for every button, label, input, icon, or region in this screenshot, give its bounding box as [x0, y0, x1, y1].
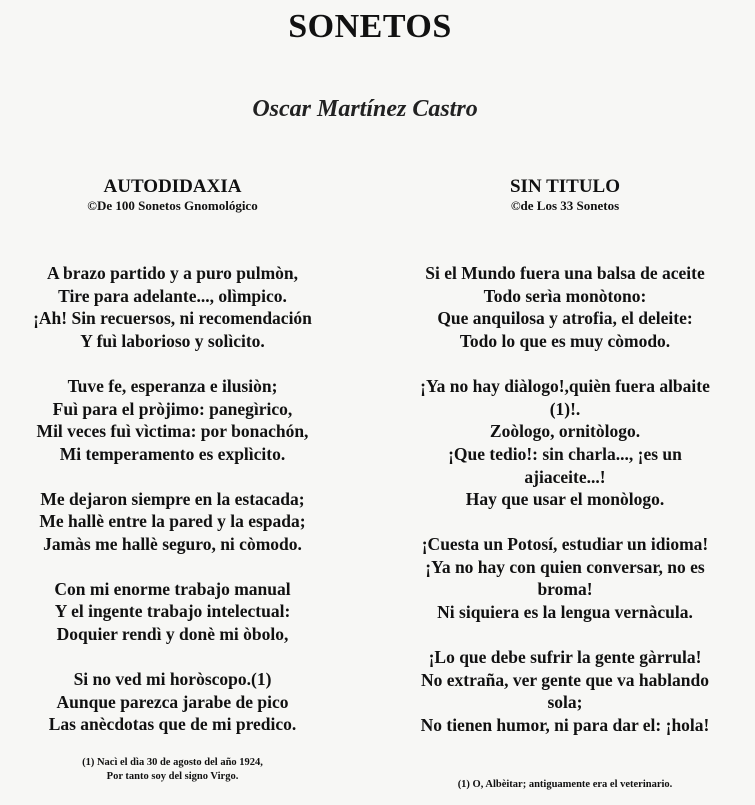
- right-footnote-line: (1) O, Albèitar; antiguamente era el veterinario.: [457, 779, 673, 790]
- poem-line: ¡Ya no hay con quien conversar, no es: [425, 556, 705, 577]
- stanza: [0, 578, 345, 646]
- left-stanzas: [0, 262, 345, 736]
- poem-line: (1)!.: [549, 398, 581, 419]
- poem-line: Me dejaron siempre en la estacada;: [40, 488, 305, 509]
- stanza: [390, 533, 740, 624]
- poem-line: Jamàs me hallè seguro, ni còmodo.: [43, 534, 302, 555]
- left-poem-source: ©De 100 Sonetos Gnomológico: [87, 198, 258, 213]
- poem-line: Si el Mundo fuera una balsa de aceite: [425, 263, 705, 283]
- stanza: [390, 646, 740, 737]
- left-footnote-line: (1) Nacì el dìa 30 de agosto del año 1924,: [82, 757, 263, 768]
- poem-line: Zoòlogo, ornitòlogo.: [489, 421, 641, 442]
- poem-line: Tire para adelante..., olìmpico.: [58, 285, 287, 306]
- poem-line: ¡Cuesta un Potosí, estudiar un idioma!: [421, 534, 709, 555]
- poem-line: Mi temperamento es explìcito.: [59, 443, 286, 464]
- poem-line: Con mi enorme trabajo manual: [54, 578, 291, 599]
- poem-line: sola;: [547, 692, 583, 713]
- poem-line: Fuì para el pròjimo: panegìrico,: [52, 398, 293, 419]
- poem-line: ajiaceite...!: [524, 466, 606, 487]
- poem-line: Y fuì laborioso y solìcito.: [80, 331, 265, 352]
- right-poem-source: ©de Los 33 Sonetos: [510, 198, 620, 213]
- poem-line: Tuve fe, esperanza e ilusiòn;: [67, 375, 278, 396]
- poem-line: Ni siquiera es la lengua vernàcula.: [437, 602, 693, 623]
- left-poem-title: AUTODIDAXIA: [103, 176, 242, 197]
- poem-line: broma!: [537, 579, 593, 600]
- poem-line: Todo serìa monòtono:: [483, 285, 647, 306]
- poem-line: Que anquilosa y atrofia, el deleite:: [437, 308, 693, 329]
- poem-line: Las anècdotas que de mi predico.: [48, 714, 297, 735]
- author-name: Oscar Martínez Castro: [252, 96, 478, 122]
- right-poem-title: SIN TITULO: [509, 176, 620, 197]
- poem-line: Doquier rendì y donè mi òbolo,: [56, 624, 289, 645]
- poem-line: Me hallè entre la pared y la espada;: [39, 511, 306, 532]
- poem-line: No tienen humor, ni para dar el: ¡hola!: [420, 714, 710, 735]
- left-footnote: [0, 756, 345, 784]
- poem-line: Todo lo que es muy còmodo.: [459, 331, 671, 352]
- poem-line: Aunque parezca jarabe de pico: [56, 691, 289, 712]
- right-stanzas: [390, 262, 740, 737]
- poem-line: Si no ved mi horòscopo.(1): [73, 668, 272, 689]
- left-poem: [0, 176, 345, 758]
- stanza: [0, 668, 345, 736]
- stanza: [0, 375, 345, 466]
- poem-line: No extraña, ver gente que va hablando: [421, 669, 709, 690]
- poem-line: ¡Que tedio!: sin charla..., ¡es un: [448, 443, 682, 464]
- stanza: [0, 262, 345, 353]
- poem-line: ¡Ah! Sin recuersos, ni recomendación: [33, 308, 312, 329]
- stanza: [0, 488, 345, 556]
- poem-line: A brazo partido y a puro pulmòn,: [46, 263, 299, 283]
- stanza: [390, 262, 740, 353]
- poem-line: Mil veces fuì vìctima: por bonachón,: [36, 421, 309, 442]
- left-footnote-line: Por tanto soy del signo Virgo.: [106, 771, 239, 782]
- stanza: [390, 375, 740, 511]
- right-footnote: [390, 778, 740, 792]
- poem-line: ¡Lo que debe sufrir la gente gàrrula!: [428, 646, 702, 667]
- document-title: SONETOS: [288, 8, 452, 45]
- right-poem: [390, 176, 740, 759]
- poem-line: ¡Ya no hay diàlogo!,quièn fuera albaite: [420, 375, 710, 396]
- poem-line: Y el ingente trabajo intelectual:: [54, 601, 291, 622]
- poem-line: Hay que usar el monòlogo.: [465, 489, 665, 510]
